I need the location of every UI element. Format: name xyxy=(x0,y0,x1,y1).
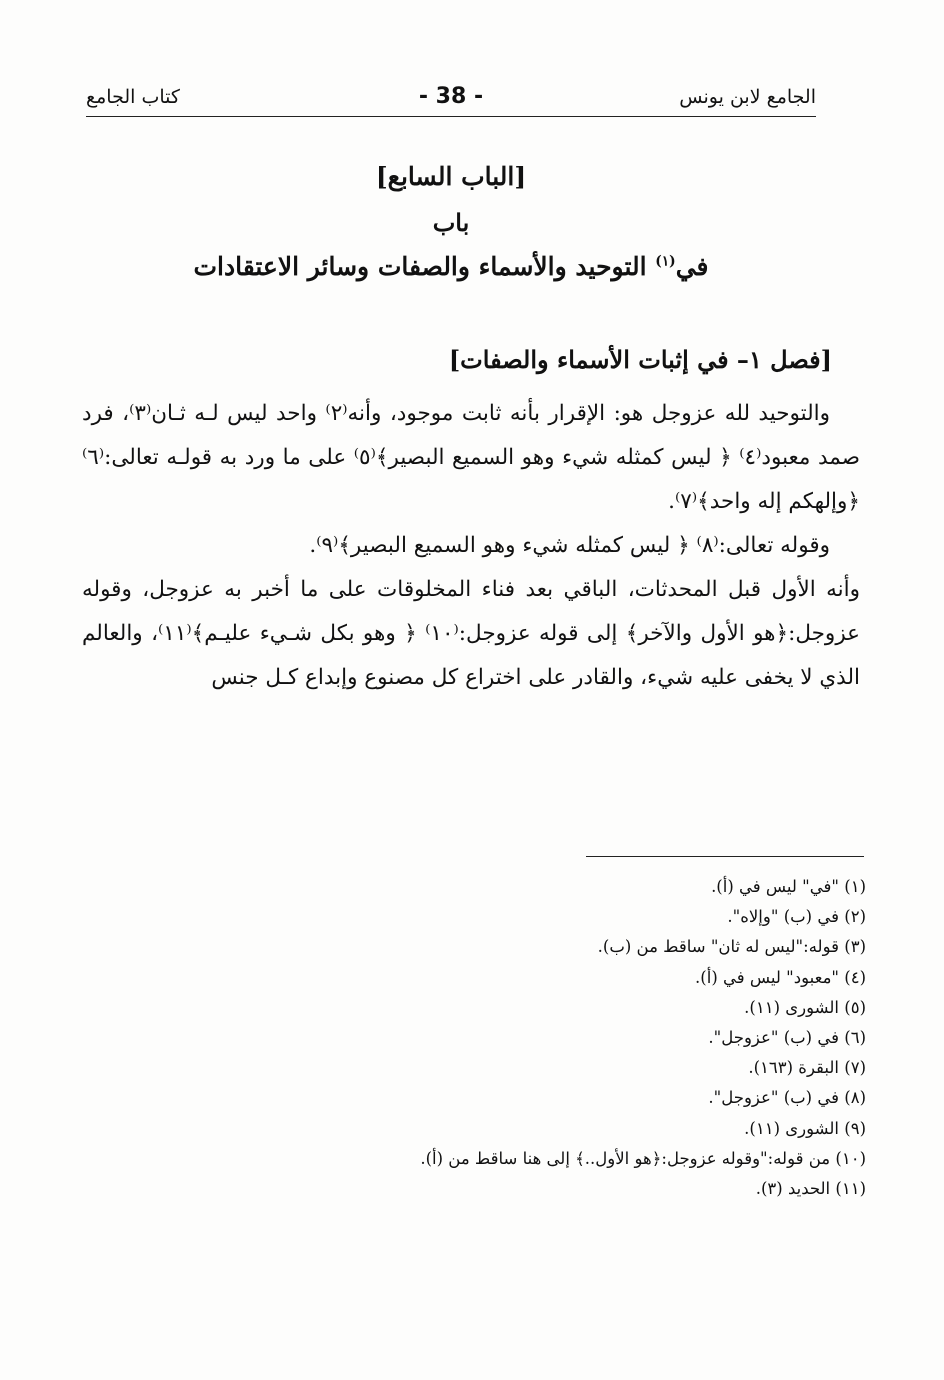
section-heading: [فصل ١– في إثبات الأسماء والصفات] xyxy=(448,345,832,374)
paragraph-1: والتوحيد لله عزوجل هو: الإقرار بأنه ثابت موجود، وأنه⁽٢⁾ واحد ليس لـه ثـان⁽٣⁾، فرد صمد معبود⁽٤⁾ ﴿ ليس كمثله شيء وهو السميع البصير﴾⁽٥⁾ على ما ورد به قولـه تعالى:⁽٦⁾﴿وإلهكم إله واحد﴾⁽٧⁾. xyxy=(82,401,860,514)
running-header xyxy=(86,84,816,116)
subject-rest: التوحيد والأسماء والصفات وسائر الاعتقادات xyxy=(193,252,656,281)
header-rule xyxy=(86,116,816,117)
footnote-ref-1: (١) xyxy=(655,253,676,270)
subject-prefix: في xyxy=(675,252,709,281)
header-section-title: كتاب الجامع xyxy=(86,86,180,108)
header-book-title: الجامع لابن يونس xyxy=(679,86,816,108)
paragraph-3: وأنه الأول قبل المحدثات، الباقي بعد فناء المخلوقات على ما أخبر به عزوجل، وقوله عزوجل:﴿هو الأول والآخر﴾ إلى قوله عزوجل:⁽١٠⁾ ﴿ وهو بكل شـيء عليـم﴾⁽١١⁾، والعالم الذي لا يخفى عليه شيء، والقادر على اختراع كل مصنوع وإبداع كـل جنس xyxy=(82,577,861,690)
footnote-item: (٩) الشورى (١١). xyxy=(744,1118,866,1138)
bab-title: باب xyxy=(432,208,470,237)
footnote-item: (٧) البقرة (١٦٣). xyxy=(748,1058,866,1078)
footnote-item: (٤) "معبود" ليس في (أ). xyxy=(695,967,866,987)
footnote-rule xyxy=(586,856,864,857)
footnote-item: (١١) الحديد (٣). xyxy=(755,1179,866,1199)
footnote-item: (٦) في (ب) "عزوجل". xyxy=(708,1028,866,1048)
page-number: - 38 - xyxy=(418,84,484,109)
chapter-title: [الباب السابع] xyxy=(375,162,527,191)
footnote-item: (٨) في (ب) "عزوجل". xyxy=(708,1088,866,1108)
body-text xyxy=(82,392,860,700)
footnote-item: (١) "في" ليس في (أ). xyxy=(711,877,866,896)
footnote-item: (٢) في (ب) "وإلاه". xyxy=(727,907,866,927)
paragraph-2: وقوله تعالى:⁽٨⁾ ﴿ ليس كمثله شيء وهو السميع البصير﴾⁽٩⁾. xyxy=(309,533,830,558)
footnote-item: (٥) الشورى (١١). xyxy=(744,997,866,1017)
footnote-item: (١٠) من قوله:"وقوله عزوجل:﴿هو الأول..﴾ إلى هنا ساقط من (أ). xyxy=(420,1148,866,1168)
footnotes xyxy=(306,872,866,1204)
footnote-item: (٣) قوله:"ليس له ثان" ساقط من (ب). xyxy=(597,937,866,957)
subject-title xyxy=(86,252,816,281)
